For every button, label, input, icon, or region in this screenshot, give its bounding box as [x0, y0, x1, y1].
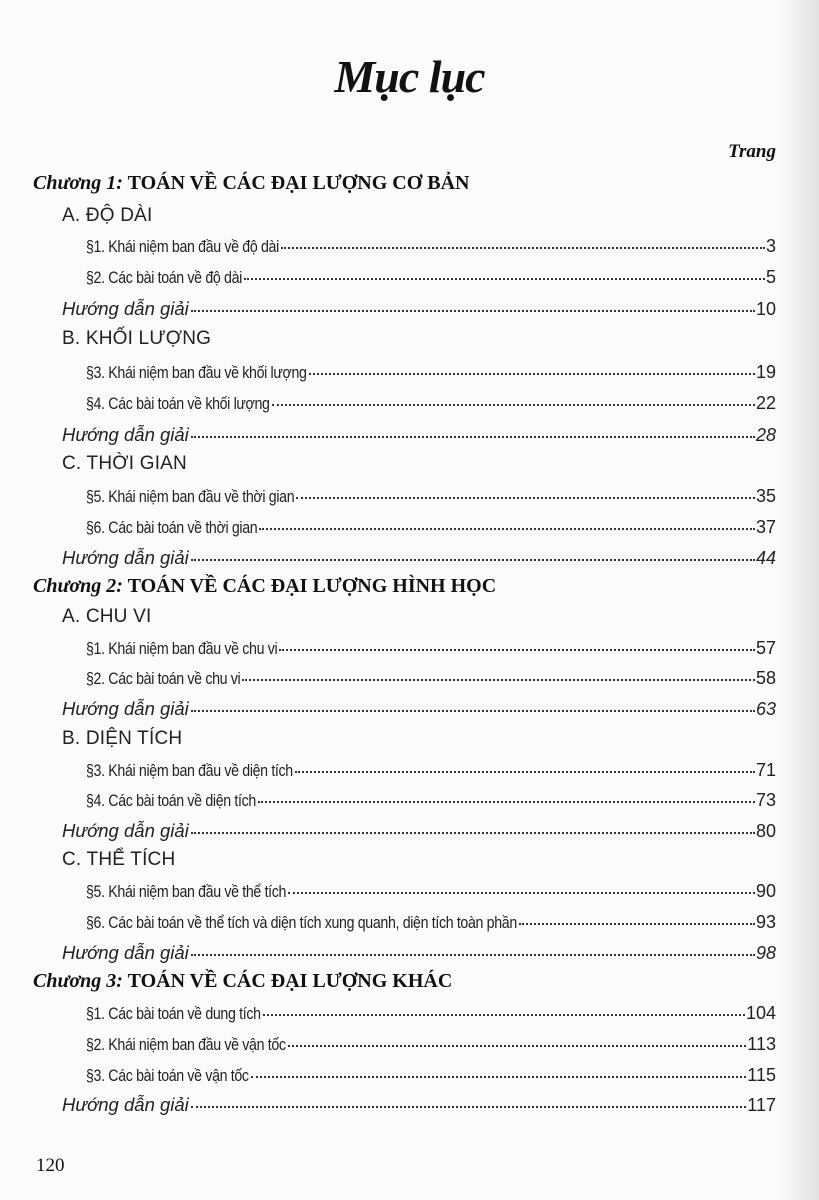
toc-entry-title: §5. Khái niệm ban đầu về thể tích: [86, 883, 287, 901]
toc-entry-title: §3. Các bài toán về vận tốc: [86, 1067, 249, 1085]
toc-entry-title: §2. Các bài toán về chu vi: [86, 670, 241, 688]
toc-entry[interactable]: [86, 362, 776, 383]
guide-title: Hướng dẫn giải: [62, 424, 189, 445]
page-edge-shadow: [779, 0, 819, 1200]
toc-entry-title: §3. Khái niệm ban đầu về diện tích: [86, 762, 293, 780]
dot-leader: [259, 528, 755, 530]
page-number: 120: [36, 1155, 65, 1176]
toc-entry[interactable]: [86, 1003, 776, 1024]
toc-guide-entry[interactable]: [62, 298, 776, 320]
toc-entry-page: 35: [755, 486, 776, 506]
guide-page: 28: [755, 425, 776, 445]
toc-entry[interactable]: [86, 760, 776, 781]
toc-entry-title: §6. Các bài toán về thể tích và diện tích xung quanh, diện tích toàn phần: [86, 914, 517, 932]
toc-entry-page: 22: [755, 393, 776, 413]
toc-entry[interactable]: [86, 236, 776, 257]
chapter-heading[interactable]: [33, 172, 470, 195]
toc-entry[interactable]: [86, 486, 776, 507]
toc-entry[interactable]: [86, 638, 776, 659]
toc-guide-entry[interactable]: [62, 698, 776, 720]
chapter-title: TOÁN VỀ CÁC ĐẠI LƯỢNG KHÁC: [127, 970, 453, 992]
toc-entry[interactable]: [86, 790, 776, 811]
guide-page: 44: [755, 548, 776, 568]
toc-entry-title: §6. Các bài toán về thời gian: [86, 519, 258, 537]
dot-leader: [244, 278, 765, 280]
dot-leader: [191, 832, 755, 834]
toc-entry-page: 113: [747, 1034, 776, 1054]
toc-entry-title: §2. Khái niệm ban đầu về vận tốc: [86, 1036, 286, 1054]
section-heading[interactable]: C. THỜI GIAN: [62, 453, 187, 474]
dot-leader: [281, 247, 765, 249]
toc-entry-title: §2. Các bài toán về độ dài: [86, 269, 242, 287]
dot-leader: [272, 404, 755, 406]
page-column-header: Trang: [728, 141, 776, 162]
section-heading[interactable]: A. CHU VI: [62, 606, 152, 627]
guide-title: Hướng dẫn giải: [62, 820, 189, 841]
toc-entry-title: §4. Các bài toán về khối lượng: [86, 395, 270, 413]
toc-entry-page: 93: [755, 912, 776, 932]
chapter-title: TOÁN VỀ CÁC ĐẠI LƯỢNG HÌNH HỌC: [127, 575, 497, 597]
toc-guide-entry[interactable]: [62, 547, 776, 569]
toc-entry-page: 58: [755, 668, 776, 688]
dot-leader: [251, 1076, 747, 1078]
chapter-label: Chương 2:: [33, 575, 123, 597]
guide-title: Hướng dẫn giải: [62, 942, 189, 963]
toc-entry-page: 19: [755, 362, 776, 382]
toc-entry-title: §3. Khái niệm ban đầu về khối lượng: [86, 364, 307, 382]
section-heading[interactable]: B. DIỆN TÍCH: [62, 728, 183, 749]
toc-entry[interactable]: [86, 393, 776, 414]
toc-entry-title: §1. Khái niệm ban đầu về độ dài: [86, 238, 279, 256]
section-heading[interactable]: B. KHỐI LƯỢNG: [62, 328, 212, 349]
toc-entry-title: §1. Các bài toán về dung tích: [86, 1005, 261, 1023]
chapter-label: Chương 3:: [33, 970, 123, 992]
dot-leader: [309, 373, 755, 375]
guide-page: 117: [747, 1095, 776, 1115]
guide-title: Hướng dẫn giải: [62, 698, 189, 719]
toc-guide-entry[interactable]: [62, 820, 776, 842]
guide-title: Hướng dẫn giải: [62, 298, 189, 319]
toc-entry-page: 5: [765, 267, 776, 287]
dot-leader: [191, 310, 755, 312]
toc-entry[interactable]: [86, 1065, 776, 1086]
dot-leader: [288, 892, 755, 894]
section-heading[interactable]: C. THỂ TÍCH: [62, 849, 176, 870]
guide-page: 98: [755, 943, 776, 963]
toc-entry[interactable]: [86, 267, 776, 288]
guide-page: 63: [755, 699, 776, 719]
toc-entry-page: 90: [755, 881, 776, 901]
page-title: Mục lục: [334, 51, 485, 102]
chapter-heading[interactable]: [33, 575, 496, 598]
dot-leader: [191, 710, 755, 712]
dot-leader: [279, 649, 755, 651]
toc-entry-page: 115: [747, 1065, 776, 1085]
toc-entry-page: 37: [755, 517, 776, 537]
toc-entry-title: §5. Khái niệm ban đầu về thời gian: [86, 488, 295, 506]
toc-guide-entry[interactable]: [62, 1094, 776, 1116]
guide-title: Hướng dẫn giải: [62, 547, 189, 568]
dot-leader: [242, 679, 755, 681]
dot-leader: [288, 1045, 747, 1047]
dot-leader: [191, 559, 755, 561]
dot-leader: [295, 771, 755, 773]
section-heading[interactable]: A. ĐỘ DÀI: [62, 205, 153, 226]
dot-leader: [263, 1014, 745, 1016]
dot-leader: [258, 801, 755, 803]
dot-leader: [519, 923, 755, 925]
guide-title: Hướng dẫn giải: [62, 1094, 189, 1115]
toc-entry-title: §1. Khái niệm ban đầu về chu vi: [86, 640, 278, 658]
guide-page: 80: [755, 821, 776, 841]
toc-entry-page: 3: [765, 236, 776, 256]
toc-entry[interactable]: [86, 517, 776, 538]
toc-entry[interactable]: [86, 912, 776, 933]
toc-entry-page: 57: [755, 638, 776, 658]
chapter-title: TOÁN VỀ CÁC ĐẠI LƯỢNG CƠ BẢN: [127, 172, 470, 194]
toc-entry-page: 73: [755, 790, 776, 810]
dot-leader: [191, 954, 755, 956]
toc-entry-title: §4. Các bài toán về diện tích: [86, 792, 256, 810]
toc-guide-entry[interactable]: [62, 942, 776, 964]
toc-entry-page: 104: [745, 1003, 776, 1023]
dot-leader: [191, 1106, 747, 1108]
toc-entry[interactable]: [86, 1034, 776, 1055]
chapter-heading[interactable]: [33, 970, 452, 993]
dot-leader: [191, 436, 755, 438]
toc-entry-page: 71: [755, 760, 776, 780]
guide-page: 10: [755, 299, 776, 319]
dot-leader: [296, 497, 755, 499]
toc-entry[interactable]: [86, 668, 776, 689]
toc-entry[interactable]: [86, 881, 776, 902]
chapter-label: Chương 1:: [33, 172, 123, 194]
toc-guide-entry[interactable]: [62, 424, 776, 446]
